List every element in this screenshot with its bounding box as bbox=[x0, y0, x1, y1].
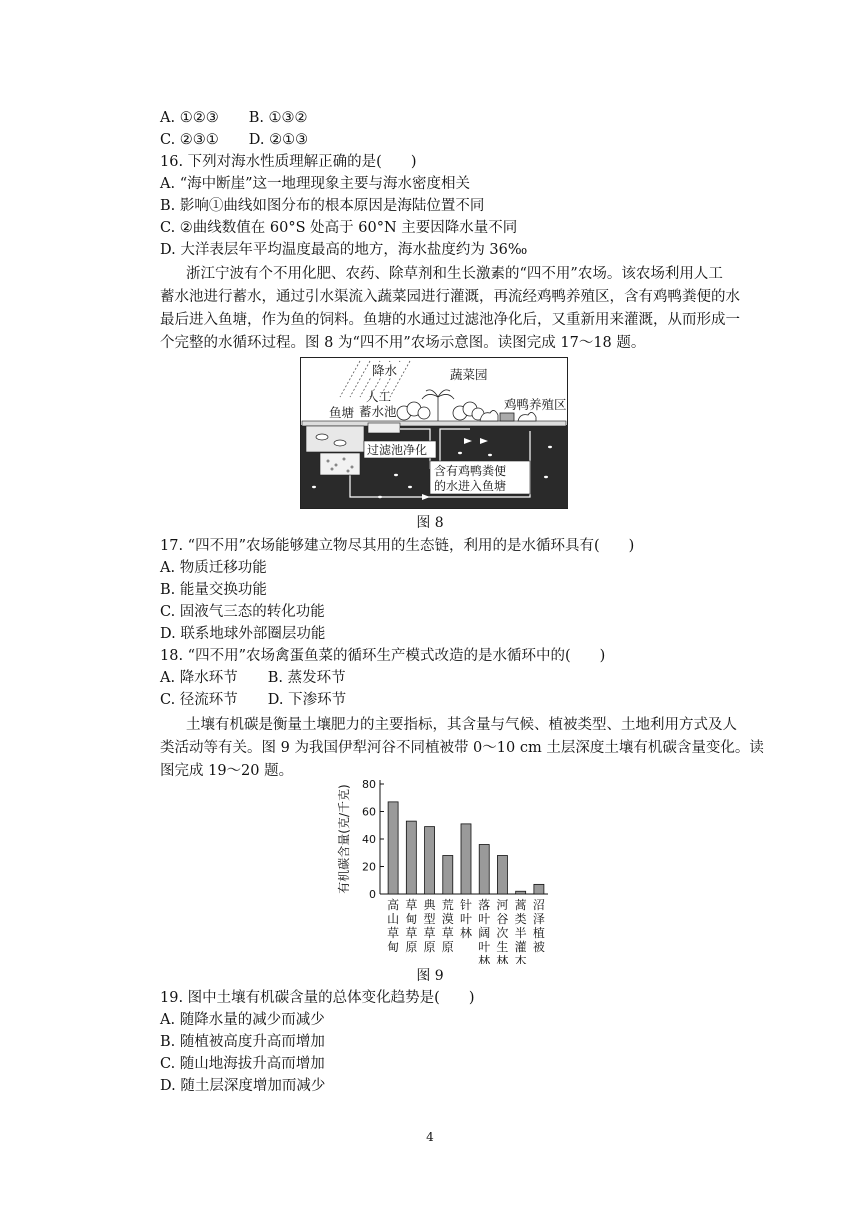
bar bbox=[388, 802, 398, 894]
x-tick-label: 漠 bbox=[441, 912, 454, 926]
x-tick-label: 林 bbox=[478, 954, 491, 964]
passage1-line3: 最后进入鱼塘，作为鱼的饲料。鱼塘的水通过过滤池净化后，又重新用来灌溉，从而形成一 bbox=[160, 312, 740, 328]
x-tick-label: 次 bbox=[496, 926, 509, 940]
fig8-label-poultry: 鸡鸭养殖区 bbox=[504, 397, 567, 412]
x-tick-label: 叶 bbox=[478, 940, 491, 954]
passage2-line2: 类活动等有关。图 9 为我国伊犁河谷不同植被带 0～10 cm 土层深度土壤有机碳含量变化。读 bbox=[160, 740, 764, 756]
x-tick-label: 泽 bbox=[532, 912, 545, 926]
x-tick-label: 阔 bbox=[478, 926, 491, 940]
q19-stem: 19. 图中土壤有机碳含量的总体变化趋势是( ) bbox=[160, 990, 475, 1006]
x-tick-label: 被 bbox=[532, 940, 545, 954]
x-tick-label: 原 bbox=[423, 940, 436, 954]
y-axis-label: 有机碳含量(克/千克) bbox=[337, 784, 351, 894]
fig8-pond bbox=[306, 426, 364, 452]
x-tick-label: 甸 bbox=[387, 940, 400, 954]
x-tick-label: 蒿 bbox=[514, 898, 527, 912]
q18-option-b: B. 蒸发环节 bbox=[267, 670, 346, 686]
x-tick-label: 半 bbox=[514, 926, 527, 940]
q15-options-row1 bbox=[160, 108, 308, 128]
bar bbox=[406, 821, 416, 894]
bar bbox=[497, 856, 507, 895]
x-tick-label: 荒 bbox=[441, 898, 454, 912]
q18-option-c: C. 径流环节 bbox=[160, 692, 238, 708]
fig8-reservoir bbox=[368, 423, 400, 433]
fig9-caption: 图 9 bbox=[416, 968, 444, 984]
passage1-line1: 浙江宁波有个不用化肥、农药、除草剂和生长激素的“四不用”农场。该农场利用人工 bbox=[186, 266, 723, 282]
x-tick-label: 林 bbox=[496, 954, 509, 964]
fig8-label-garden: 蔬菜园 bbox=[450, 367, 488, 382]
fig8-label-flow-1: 含有鸡鸭粪便 bbox=[434, 464, 507, 478]
fig9-chart bbox=[336, 772, 566, 964]
y-tick-label: 20 bbox=[362, 860, 376, 874]
q16-option-d: D. 大洋表层年平均温度最高的地方，海水盐度约为 36‰ bbox=[160, 242, 528, 258]
x-tick-label: 原 bbox=[441, 940, 454, 954]
x-tick-label: 甸 bbox=[405, 912, 418, 926]
x-tick-label: 落 bbox=[478, 898, 491, 912]
bar bbox=[516, 891, 526, 894]
passage2-line1: 土壤有机碳是衡量土壤肥力的主要指标，其含量与气候、植被类型、土地利用方式及人 bbox=[186, 717, 737, 733]
x-tick-label: 植 bbox=[532, 926, 545, 940]
bar bbox=[425, 827, 435, 894]
x-tick-label: 叶 bbox=[459, 912, 473, 926]
x-tick-label: 针 bbox=[459, 898, 473, 912]
bar bbox=[443, 856, 453, 895]
x-tick-label: 草 bbox=[441, 926, 454, 940]
q19-option-a: A. 随降水量的减少而减少 bbox=[160, 1012, 325, 1028]
x-tick-label: 河 bbox=[496, 898, 509, 912]
y-tick-label: 40 bbox=[362, 833, 376, 846]
q15-option-a: A. ①②③ bbox=[160, 110, 219, 126]
q17-stem: 17. “四不用”农场能够建立物尽其用的生态链，利用的是水循环具有( ) bbox=[160, 538, 635, 554]
passage2-line3: 图完成 19～20 题。 bbox=[160, 763, 294, 779]
x-tick-label: 谷 bbox=[496, 912, 509, 926]
x-tick-label: 类 bbox=[514, 912, 527, 926]
x-tick-label: 林 bbox=[459, 926, 473, 940]
q15-option-d: D. ②①③ bbox=[248, 132, 309, 148]
x-tick-label: 草 bbox=[405, 926, 418, 940]
x-tick-label: 灌 bbox=[514, 940, 527, 954]
fig8-label-reservoir-1: 人工 bbox=[366, 389, 392, 404]
x-tick-label: 草 bbox=[387, 926, 400, 940]
q17-option-a: A. 物质迁移功能 bbox=[160, 560, 267, 576]
q16-option-c: C. ②曲线数值在 60°S 处高于 60°N 主要因降水量不同 bbox=[160, 220, 518, 236]
x-tick-label: 沼 bbox=[532, 898, 545, 912]
fig8-label-rain: 降水 bbox=[372, 363, 398, 378]
q17-option-d: D. 联系地球外部圈层功能 bbox=[160, 626, 326, 642]
x-tick-label: 山 bbox=[387, 912, 400, 926]
fig8-diagram bbox=[300, 357, 568, 509]
x-tick-label: 草 bbox=[405, 898, 418, 912]
q18-options-row1 bbox=[160, 668, 346, 688]
q15-option-b: B. ①③② bbox=[248, 110, 308, 126]
y-tick-label: 60 bbox=[362, 805, 376, 819]
passage1-line4: 个完整的水循环过程。图 8 为“四不用”农场示意图。读图完成 17～18 题。 bbox=[160, 335, 646, 351]
x-tick-label: 典 bbox=[423, 898, 436, 912]
q19-option-d: D. 随土层深度增加而减少 bbox=[160, 1078, 326, 1094]
q18-option-d: D. 下渗环节 bbox=[267, 692, 347, 708]
fig8-surface bbox=[302, 421, 566, 426]
y-tick-label: 80 bbox=[362, 778, 376, 791]
q18-stem: 18. “四不用”农场禽蛋鱼菜的循环生产模式改造的是水循环中的( ) bbox=[160, 648, 606, 664]
x-tick-label: 型 bbox=[423, 912, 436, 926]
y-tick-label: 0 bbox=[369, 888, 376, 901]
bar bbox=[461, 824, 471, 894]
bar bbox=[534, 884, 544, 894]
x-tick-label: 草 bbox=[423, 926, 436, 940]
page-number: 4 bbox=[426, 1130, 434, 1144]
q15-option-c: C. ②③① bbox=[160, 132, 219, 148]
x-tick-label: 原 bbox=[405, 940, 418, 954]
x-tick-label: 生 bbox=[496, 940, 509, 954]
fig8-label-pond: 鱼塘 bbox=[329, 405, 355, 420]
fig8-caption: 图 8 bbox=[416, 515, 444, 531]
q15-options-row2 bbox=[160, 130, 308, 150]
q18-option-a: A. 降水环节 bbox=[160, 670, 238, 686]
fig9-chart-svg bbox=[336, 772, 566, 964]
q16-stem: 16. 下列对海水性质理解正确的是( ) bbox=[160, 154, 417, 170]
x-tick-label: 叶 bbox=[478, 912, 491, 926]
q19-option-c: C. 随山地海拔升高而增加 bbox=[160, 1056, 325, 1072]
fig8-filter-pool bbox=[320, 453, 360, 475]
fig8-label-flow-2: 的水进入鱼塘 bbox=[434, 479, 507, 493]
q17-option-c: C. 固液气三态的转化功能 bbox=[160, 604, 325, 620]
q18-options-row2 bbox=[160, 690, 346, 710]
fig8-label-reservoir-2: 蓄水池 bbox=[359, 404, 397, 419]
fig8-label-filter: 过滤池净化 bbox=[367, 443, 428, 457]
q17-option-b: B. 能量交换功能 bbox=[160, 582, 267, 598]
bar bbox=[479, 845, 489, 895]
q16-option-b: B. 影响①曲线如图分布的根本原因是海陆位置不同 bbox=[160, 198, 485, 214]
q16-option-a: A. “海中断崖”这一地理现象主要与海水密度相关 bbox=[160, 176, 471, 192]
x-tick-label: 木 bbox=[514, 954, 527, 964]
fig8-svg bbox=[300, 357, 568, 509]
x-tick-label: 高 bbox=[387, 898, 400, 912]
passage1-line2: 蓄水池进行蓄水，通过引水渠流入蔬菜园进行灌溉，再流经鸡鸭养殖区，含有鸡鸭粪便的水 bbox=[160, 289, 740, 305]
q19-option-b: B. 随植被高度升高而增加 bbox=[160, 1034, 325, 1050]
